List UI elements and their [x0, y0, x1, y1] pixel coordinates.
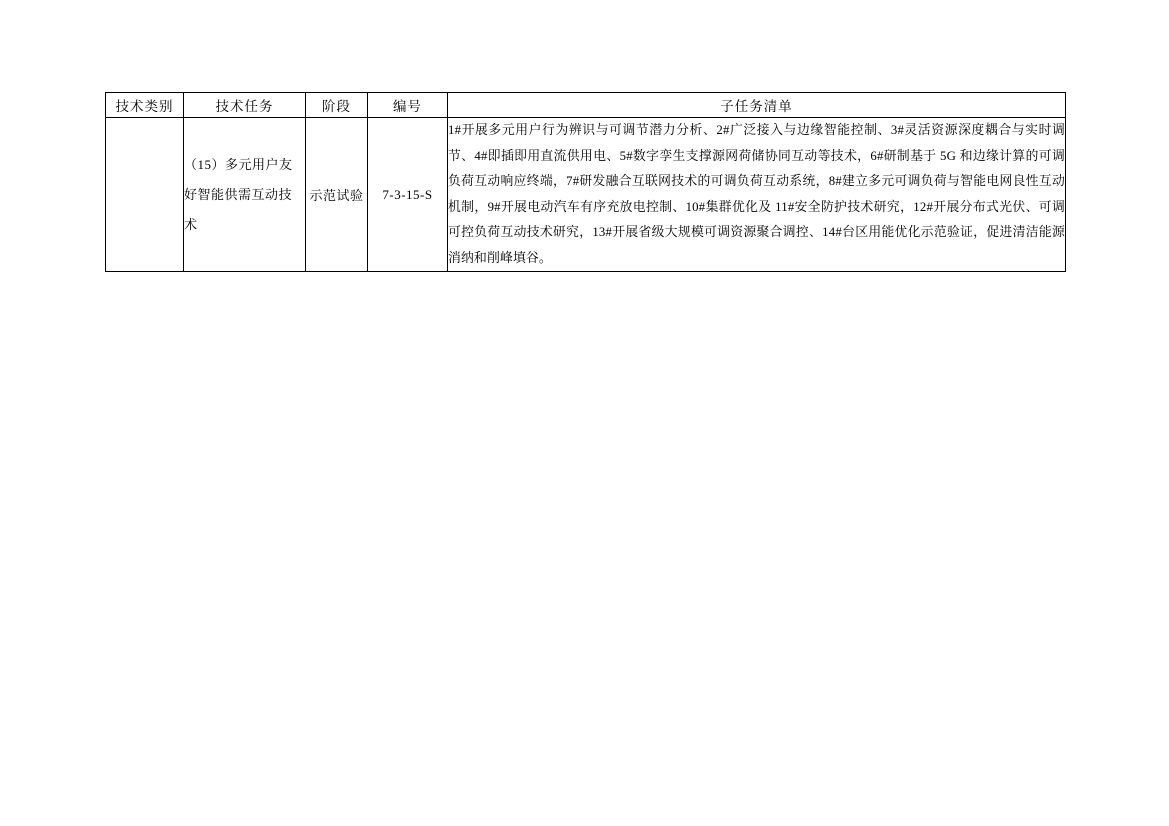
cell-category — [106, 118, 184, 272]
header-cell-stage: 阶段 — [306, 93, 368, 118]
cell-task: （15）多元用户友好智能供需互动技术 — [184, 118, 306, 272]
table-container — [105, 92, 1065, 272]
header-cell-code: 编号 — [368, 93, 448, 118]
table-row — [106, 118, 1066, 272]
technology-task-table — [105, 92, 1066, 272]
header-cell-category: 技术类别 — [106, 93, 184, 118]
cell-subtask-list: 1#开展多元用户行为辨识与可调节潜力分析、2#广泛接入与边缘智能控制、3#灵活资源深度耦合与实时调节、4#即插即用直流供用电、5#数字孪生支撑源网荷储协同互动等技术，6#研制基于 5G 和边缘计算的可调负荷互动响应终端，7#研发融合互联网技术的可调负荷互动系统，8#建立多元可调负荷与智能电网良性互动机制，9#开展电动汽车有序充放电控制、10#集群优化及 11#安全防护技术研究，12#开展分布式光伏、可调可控负荷互动技术研究，13#开展省级大规模可调资源聚合调控、14#台区用能优化示范验证，促进清洁能源消纳和削峰填谷。 — [448, 118, 1066, 272]
table-header-row — [106, 93, 1066, 118]
header-cell-task: 技术任务 — [184, 93, 306, 118]
cell-code: 7-3-15-S — [368, 118, 448, 272]
cell-stage: 示范试验 — [306, 118, 368, 272]
header-cell-subtask-list: 子任务清单 — [448, 93, 1066, 118]
